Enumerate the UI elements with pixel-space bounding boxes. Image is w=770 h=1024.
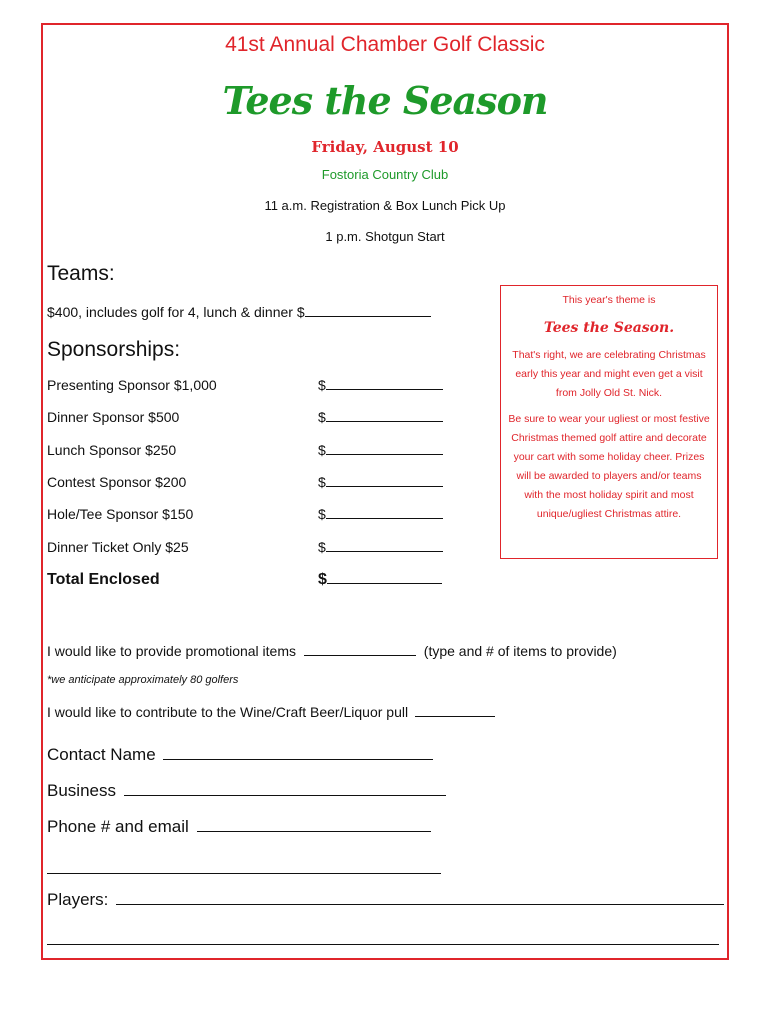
promo-items-field[interactable] <box>304 643 416 656</box>
total-enclosed-label: Total Enclosed <box>47 571 160 588</box>
sponsor-row-amount <box>318 377 443 393</box>
presenting-sponsor-amount-field[interactable] <box>326 377 443 390</box>
sponsor-row-label: Hole/Tee Sponsor $150 <box>47 506 194 522</box>
theme-intro: This year's theme is <box>562 294 656 306</box>
contact-name-line <box>47 745 433 765</box>
contact-name-label: Contact Name <box>47 745 156 764</box>
sponsor-row-label: Dinner Ticket Only $25 <box>47 539 189 555</box>
promo-suffix: (type and # of items to provide) <box>423 643 617 659</box>
total-enclosed-field[interactable] <box>327 571 442 584</box>
sponsor-row-label: Dinner Sponsor $500 <box>47 409 180 425</box>
lunch-sponsor-amount-field[interactable] <box>326 442 443 455</box>
currency-symbol: $ <box>318 571 327 588</box>
business-label: Business <box>47 781 116 800</box>
sponsor-row-amount <box>318 409 443 425</box>
sponsor-row-label: Lunch Sponsor $250 <box>47 442 177 458</box>
currency-symbol: $ <box>318 539 326 555</box>
event-date: Friday, August 10 <box>311 138 459 156</box>
event-venue: Fostoria Country Club <box>321 167 449 182</box>
business-field[interactable] <box>124 783 446 796</box>
teams-heading: Teams: <box>47 262 115 285</box>
business-line <box>47 781 446 801</box>
phone-email-field[interactable] <box>197 819 431 832</box>
currency-symbol: $ <box>318 409 326 425</box>
currency-symbol: $ <box>318 377 326 393</box>
sponsor-row-label: Presenting Sponsor $1,000 <box>47 377 217 393</box>
contribute-label: I would like to contribute to the Wine/Craft Beer/Liquor pull <box>47 704 409 720</box>
teams-line-label: $400, includes golf for 4, lunch & dinner $ <box>47 304 305 320</box>
theme-paragraph-2: Be sure to wear your ugliest or most festive Christmas themed golf attire and decorate your cart with some holiday cheer. Prizes will be awarded to players and/or teams with the most holiday spirit and most unique/ugliest Christmas attire. <box>508 413 710 520</box>
players-label: Players: <box>47 890 109 909</box>
sponsor-row-label: Contest Sponsor $200 <box>47 474 187 490</box>
theme-title: Tees the Season <box>222 78 548 123</box>
total-enclosed-amount <box>318 571 442 589</box>
currency-symbol: $ <box>318 506 326 522</box>
contribute-line <box>47 704 495 720</box>
players-field[interactable] <box>116 892 724 905</box>
teams-line <box>47 304 431 320</box>
players-extra-field[interactable] <box>47 944 719 945</box>
dinner-sponsor-amount-field[interactable] <box>326 409 443 422</box>
registration-info: 11 a.m. Registration & Box Lunch Pick Up <box>264 198 506 213</box>
event-title: 41st Annual Chamber Golf Classic <box>225 33 545 56</box>
phone-email-extra-field[interactable] <box>47 873 441 874</box>
contest-sponsor-amount-field[interactable] <box>326 474 443 487</box>
golfers-note: *we anticipate approximately 80 golfers <box>47 674 239 686</box>
promo-label: I would like to provide promotional items <box>47 643 297 659</box>
shotgun-start-info: 1 p.m. Shotgun Start <box>325 229 445 244</box>
sponsor-row-amount <box>318 506 443 522</box>
currency-symbol: $ <box>318 442 326 458</box>
dinner-ticket-amount-field[interactable] <box>326 539 443 552</box>
sponsorships-heading: Sponsorships: <box>47 338 181 361</box>
theme-box-title: Tees the Season. <box>543 320 675 336</box>
theme-paragraph-1: That's right, we are celebrating Christmas early this year and might even get a visit from Jolly Old St. Nick. <box>512 349 706 399</box>
currency-symbol: $ <box>318 474 326 490</box>
contribute-field[interactable] <box>415 704 495 717</box>
sponsor-row-amount <box>318 539 443 555</box>
sponsor-row-amount <box>318 442 443 458</box>
phone-email-line <box>47 817 431 837</box>
promo-line <box>47 643 617 659</box>
contact-name-field[interactable] <box>163 747 433 760</box>
sponsor-row-amount <box>318 474 443 490</box>
phone-email-label: Phone # and email <box>47 817 189 836</box>
theme-info-box <box>500 285 718 559</box>
players-line <box>47 890 724 910</box>
teams-amount-field[interactable] <box>305 304 431 317</box>
hole-tee-sponsor-amount-field[interactable] <box>326 506 443 519</box>
